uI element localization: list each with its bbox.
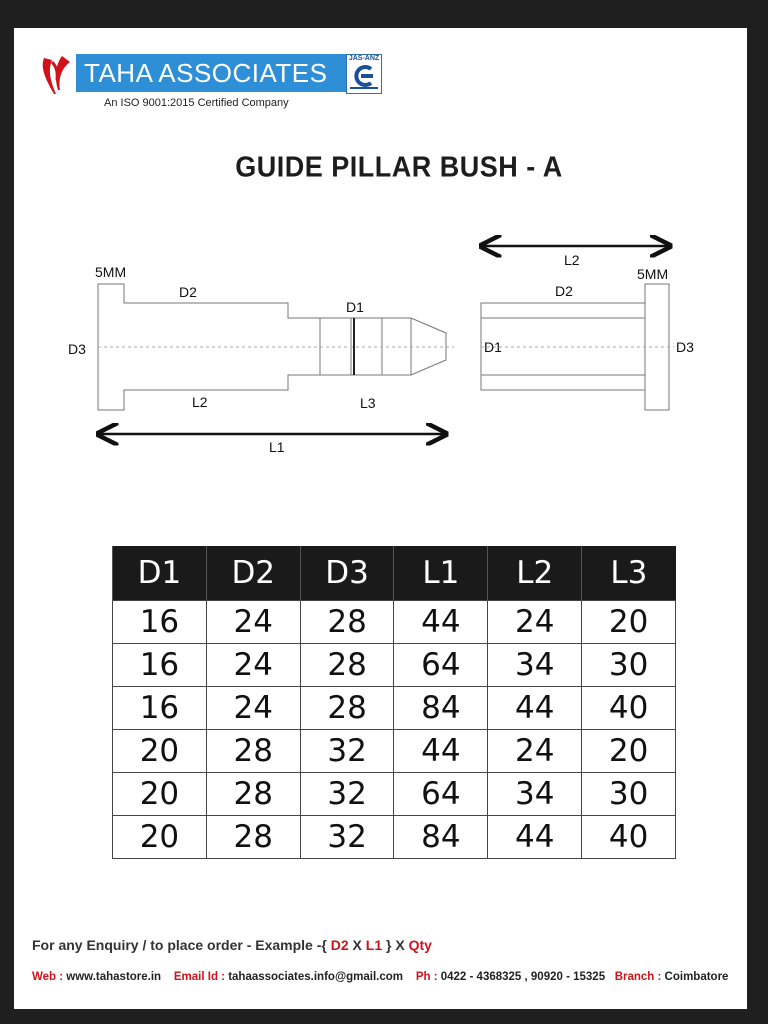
table-cell: 44 — [488, 687, 582, 730]
table-cell: 16 — [113, 644, 207, 687]
dimensions-table — [112, 546, 676, 859]
table-cell: 44 — [488, 816, 582, 859]
table-cell: 28 — [300, 644, 394, 687]
pillar-drawing — [98, 284, 454, 410]
table-cell: 64 — [394, 644, 488, 687]
table-cell: 24 — [206, 601, 300, 644]
example-x1: X — [352, 937, 362, 953]
label-l2-left: L2 — [192, 394, 208, 410]
column-header: L1 — [394, 546, 488, 601]
label-d2-right: D2 — [555, 283, 573, 299]
column-header: D2 — [206, 546, 300, 601]
table-cell: 34 — [488, 773, 582, 816]
column-header: L3 — [582, 546, 676, 601]
table-cell: 44 — [394, 601, 488, 644]
table-cell: 28 — [300, 687, 394, 730]
table-cell: 84 — [394, 687, 488, 730]
table-cell: 28 — [206, 773, 300, 816]
table-cell: 20 — [113, 816, 207, 859]
table-cell: 20 — [113, 730, 207, 773]
label-d3-right: D3 — [676, 339, 694, 355]
column-header: D3 — [300, 546, 394, 601]
label-d1-right: D1 — [484, 339, 502, 355]
table-cell: 16 — [113, 601, 207, 644]
table-cell: 24 — [488, 601, 582, 644]
tagline: An ISO 9001:2015 Certified Company — [104, 97, 289, 109]
table-cell: 32 — [300, 773, 394, 816]
branch-value: Coimbatore — [664, 971, 729, 983]
table-row — [113, 644, 676, 687]
table-cell: 28 — [206, 816, 300, 859]
table-cell: 24 — [206, 644, 300, 687]
example-d2: D2 — [330, 937, 349, 953]
table-cell: 28 — [300, 601, 394, 644]
example-close: } — [386, 937, 392, 953]
email-link[interactable]: tahaassociates.info@gmail.com — [228, 971, 404, 983]
bush-drawing — [481, 284, 674, 410]
example-x2: X — [395, 937, 405, 953]
table-cell: 24 — [206, 687, 300, 730]
table-cell: 32 — [300, 816, 394, 859]
label-d3-left: D3 — [68, 341, 86, 357]
table-row — [113, 730, 676, 773]
label-d2-left: D2 — [179, 284, 197, 300]
label-d1-left: D1 — [346, 299, 364, 315]
page-title: GUIDE PILLAR BUSH - A — [235, 151, 563, 183]
label-l2-right: L2 — [564, 252, 580, 268]
brand-name: TAHA ASSOCIATES — [76, 54, 350, 92]
cert-label: JAS-ANZ — [348, 55, 380, 62]
table-cell: 30 — [582, 773, 676, 816]
technical-drawing — [14, 28, 747, 488]
example-qty: Qty — [408, 937, 432, 953]
label-5mm-right: 5MM — [637, 266, 669, 282]
table-cell: 20 — [582, 601, 676, 644]
enquiry-line — [32, 937, 432, 953]
example-l1: L1 — [365, 937, 383, 953]
table-cell: 20 — [113, 773, 207, 816]
column-header: L2 — [488, 546, 582, 601]
catalog-sheet — [14, 28, 747, 1009]
table-cell: 40 — [582, 687, 676, 730]
contact-line — [32, 971, 728, 983]
table-cell: 40 — [582, 816, 676, 859]
table-row — [113, 773, 676, 816]
table-cell: 44 — [394, 730, 488, 773]
table-row — [113, 816, 676, 859]
enquiry-text: For any Enquiry / to place order - Example -{ — [32, 937, 327, 953]
label-l1: L1 — [269, 439, 285, 455]
web-link[interactable]: www.tahastore.in — [66, 971, 162, 983]
table-cell: 28 — [206, 730, 300, 773]
table-cell: 30 — [582, 644, 676, 687]
column-header: D1 — [113, 546, 207, 601]
table-cell: 24 — [488, 730, 582, 773]
table-row — [113, 601, 676, 644]
table-header-row — [113, 546, 676, 601]
phone-label: Ph : — [415, 971, 438, 983]
web-label: Web : — [32, 971, 64, 983]
label-5mm-left: 5MM — [95, 264, 127, 280]
branch-label: Branch : — [614, 971, 662, 983]
table-cell: 84 — [394, 816, 488, 859]
table-row — [113, 687, 676, 730]
table-cell: 16 — [113, 687, 207, 730]
phone-number[interactable]: 0422 - 4368325 , 90920 - 15325 — [440, 971, 606, 983]
email-label: Email Id : — [173, 971, 225, 983]
table-cell: 20 — [582, 730, 676, 773]
table-cell: 64 — [394, 773, 488, 816]
table-cell: 34 — [488, 644, 582, 687]
label-l3: L3 — [360, 395, 376, 411]
table-cell: 32 — [300, 730, 394, 773]
